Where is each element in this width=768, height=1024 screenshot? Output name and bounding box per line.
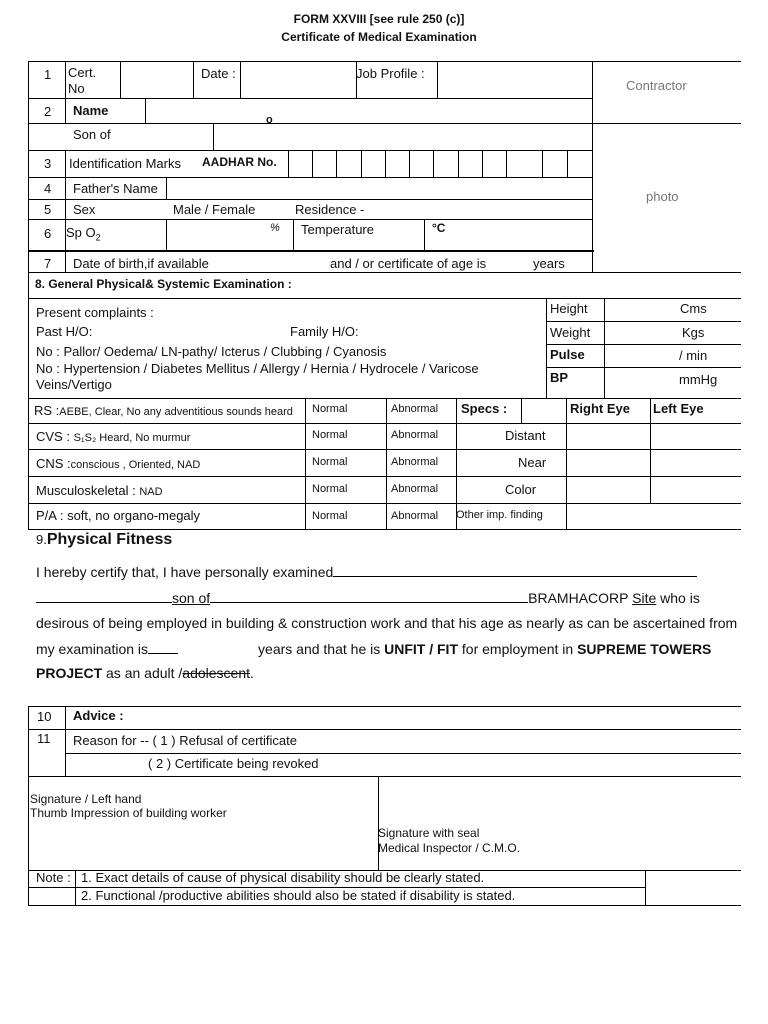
rs-normal-option[interactable]: Normal [312, 403, 348, 415]
revoked-line: ( 2 ) Certificate being revoked [148, 756, 319, 771]
left-eye-header: Left Eye [653, 401, 704, 416]
row-number-1: 1 [44, 67, 52, 82]
inspector-signature-label-2: Medical Inspector / C.M.O. [378, 841, 521, 855]
cvs-detail: S₁S₂ Heard, No murmur [73, 432, 191, 444]
height-unit: Cms [680, 301, 707, 316]
row-number-7: 7 [44, 256, 52, 271]
pulse-unit: / min [679, 348, 708, 363]
advice-label: Advice : [73, 708, 124, 723]
form-title: Certificate of Medical Examination [281, 30, 477, 44]
fitness-line-3: desirous of being employed in building & construction work and that his age as nearly as can be ascertained from [36, 615, 738, 631]
cvs-label: CVS : [36, 429, 74, 444]
dob-label: Date of birth,if available [73, 256, 209, 271]
negative-findings-line-2: No : Hypertension / Diabetes Mellitus / Allergy / Hernia / Hydrocele / Varicose [36, 361, 479, 376]
color-label: Color [505, 482, 537, 497]
father-name-blank[interactable] [210, 589, 528, 603]
fathers-name-label: Father's Name [73, 181, 158, 196]
rs-abnormal-option[interactable]: Abnormal [391, 403, 439, 415]
spo2-label [66, 225, 101, 243]
job-profile-label: Job Profile : [356, 66, 425, 81]
who-is-text: who is [656, 590, 700, 606]
date-field[interactable] [241, 62, 355, 97]
negative-findings-line-3: Veins/Vertigo [36, 377, 112, 392]
inspector-signature-label-1: Signature with seal [378, 826, 480, 840]
pa-label: P/A : soft, no organo-megaly [36, 508, 201, 523]
height-label: Height [550, 301, 588, 316]
temperature-field[interactable] [425, 220, 591, 249]
adolescent-text: adolescent [182, 665, 251, 681]
examined-person-blank[interactable] [333, 563, 697, 577]
years-text: years and that he is [258, 641, 385, 657]
cns-normal-option[interactable]: Normal [312, 456, 348, 468]
musculoskeletal-detail: NAD [139, 486, 163, 498]
musculoskeletal-normal-option[interactable]: Normal [312, 483, 348, 495]
row-number-6: 6 [44, 226, 52, 241]
row-number-4: 4 [44, 181, 52, 196]
refusal-line: Reason for -- ( 1 ) Refusal of certificate [73, 733, 297, 748]
cvs-abnormal-option[interactable]: Abnormal [391, 429, 439, 441]
photo-placeholder: photo [646, 189, 679, 204]
cert-no-label: Cert. [68, 65, 97, 80]
pa-normal-option[interactable]: Normal [312, 510, 348, 522]
bp-label: BP [550, 370, 569, 385]
cvs-row [36, 428, 190, 446]
past-history-label: Past H/O: [36, 324, 93, 339]
identification-marks-label: Identification Marks [69, 156, 181, 171]
fitness-heading [36, 531, 172, 549]
fitness-line-2 [36, 589, 700, 606]
name-mark: o [266, 114, 273, 126]
right-eye-header: Right Eye [570, 401, 630, 416]
distant-label: Distant [505, 428, 546, 443]
rs-detail: AEBE, Clear, No any adventitious sounds heard [59, 406, 293, 418]
fitness-line-5 [36, 665, 254, 681]
advice-field[interactable] [150, 707, 740, 728]
row-number-3: 3 [44, 156, 52, 171]
cns-label: CNS : [36, 456, 71, 471]
son-of-label: Son of [73, 127, 111, 142]
weight-unit: Kgs [682, 325, 705, 340]
company-text: BRAMHACORP [528, 590, 633, 606]
weight-label: Weight [550, 325, 591, 340]
examination-text: my examination is [36, 641, 149, 657]
bp-unit: mmHg [679, 372, 718, 387]
sex-options[interactable]: Male / Female [173, 202, 256, 217]
pulse-label: Pulse [550, 347, 585, 362]
worker-signature-label-1: Signature / Left hand [30, 792, 142, 806]
negative-findings-line-1: No : Pallor/ Oedema/ LN-pathy/ Icterus / Clubbing / Cyanosis [36, 344, 387, 359]
specs-label: Specs : [461, 401, 508, 416]
cns-detail: conscious , Oriented, NAD [70, 459, 201, 471]
row-number-5: 5 [44, 202, 52, 217]
percent-unit: % [270, 222, 280, 234]
unfit-fit-text: UNFIT / FIT [384, 641, 459, 657]
near-label: Near [518, 455, 547, 470]
cns-row [36, 455, 200, 473]
person-name-blank[interactable] [36, 589, 172, 603]
certify-text: I hereby certify that, I have personally examined [36, 564, 334, 580]
temperature-label: Temperature [301, 222, 374, 237]
employment-text: for employment in [458, 641, 578, 657]
fitness-line-4 [36, 640, 711, 657]
sex-label: Sex [73, 202, 96, 217]
project-name-text: SUPREME TOWERS [577, 641, 712, 657]
age-blank[interactable] [148, 640, 178, 654]
spo2-subscript: 2 [95, 232, 101, 243]
other-findings-label: Other imp. finding [456, 509, 543, 521]
fathers-name-field[interactable] [167, 178, 591, 198]
form-number: FORM XXVIII [see rule 250 (c)] [293, 12, 465, 26]
cert-no-label-2: No [68, 81, 85, 96]
contractor-label: Contractor [626, 78, 687, 93]
present-complaints-label: Present complaints : [36, 305, 154, 320]
fitness-number: 9. [36, 532, 47, 547]
musculoskeletal-row [36, 482, 163, 500]
reason-number: 11 [37, 731, 51, 746]
name-label: Name [73, 103, 109, 118]
son-of-text: son of [172, 590, 211, 606]
aadhar-number-field[interactable] [289, 151, 591, 176]
worker-signature-label-2: Thumb Impression of building worker [30, 806, 227, 820]
rs-row [34, 402, 293, 420]
inspector-signature-area[interactable] [380, 778, 740, 824]
site-text: Site [632, 590, 657, 606]
worker-signature-area[interactable] [30, 822, 376, 868]
note-label: Note : [36, 870, 71, 885]
date-label: Date : [201, 66, 236, 81]
cns-abnormal-option[interactable]: Abnormal [391, 456, 439, 468]
fitness-title: Physical Fitness [46, 531, 173, 548]
residence-label: Residence - [295, 202, 365, 217]
note-2: 2. Functional /productive abilities should also be stated if disability is stated. [81, 888, 516, 903]
son-of-field[interactable] [214, 124, 591, 149]
celsius-unit: °C [432, 221, 446, 235]
musculoskeletal-label: Musculoskeletal : [36, 483, 140, 498]
adult-text: as an adult / [102, 665, 183, 681]
aadhar-label: AADHAR No. [202, 155, 277, 169]
age-certificate-label: and / or certificate of age is [330, 256, 487, 271]
family-history-label: Family H/O: [290, 324, 359, 339]
pa-abnormal-option[interactable]: Abnormal [391, 510, 439, 522]
cert-no-field[interactable] [121, 62, 192, 97]
musculoskeletal-abnormal-option[interactable]: Abnormal [391, 483, 439, 495]
rs-label: RS : [34, 403, 60, 418]
name-field[interactable] [146, 99, 591, 122]
advice-number: 10 [37, 709, 52, 724]
period-text: . [250, 665, 254, 681]
row-number-2: 2 [44, 104, 52, 119]
job-profile-field[interactable] [438, 62, 591, 97]
exam-heading: 8. General Physical& Systemic Examination : [35, 277, 292, 291]
years-label: years [533, 256, 565, 271]
fitness-line-1 [36, 563, 697, 580]
note-1: 1. Exact details of cause of physical disability should be clearly stated. [81, 870, 485, 885]
cvs-normal-option[interactable]: Normal [312, 429, 348, 441]
spo2-text: Sp O [66, 225, 96, 240]
project-text: PROJECT [36, 665, 103, 681]
